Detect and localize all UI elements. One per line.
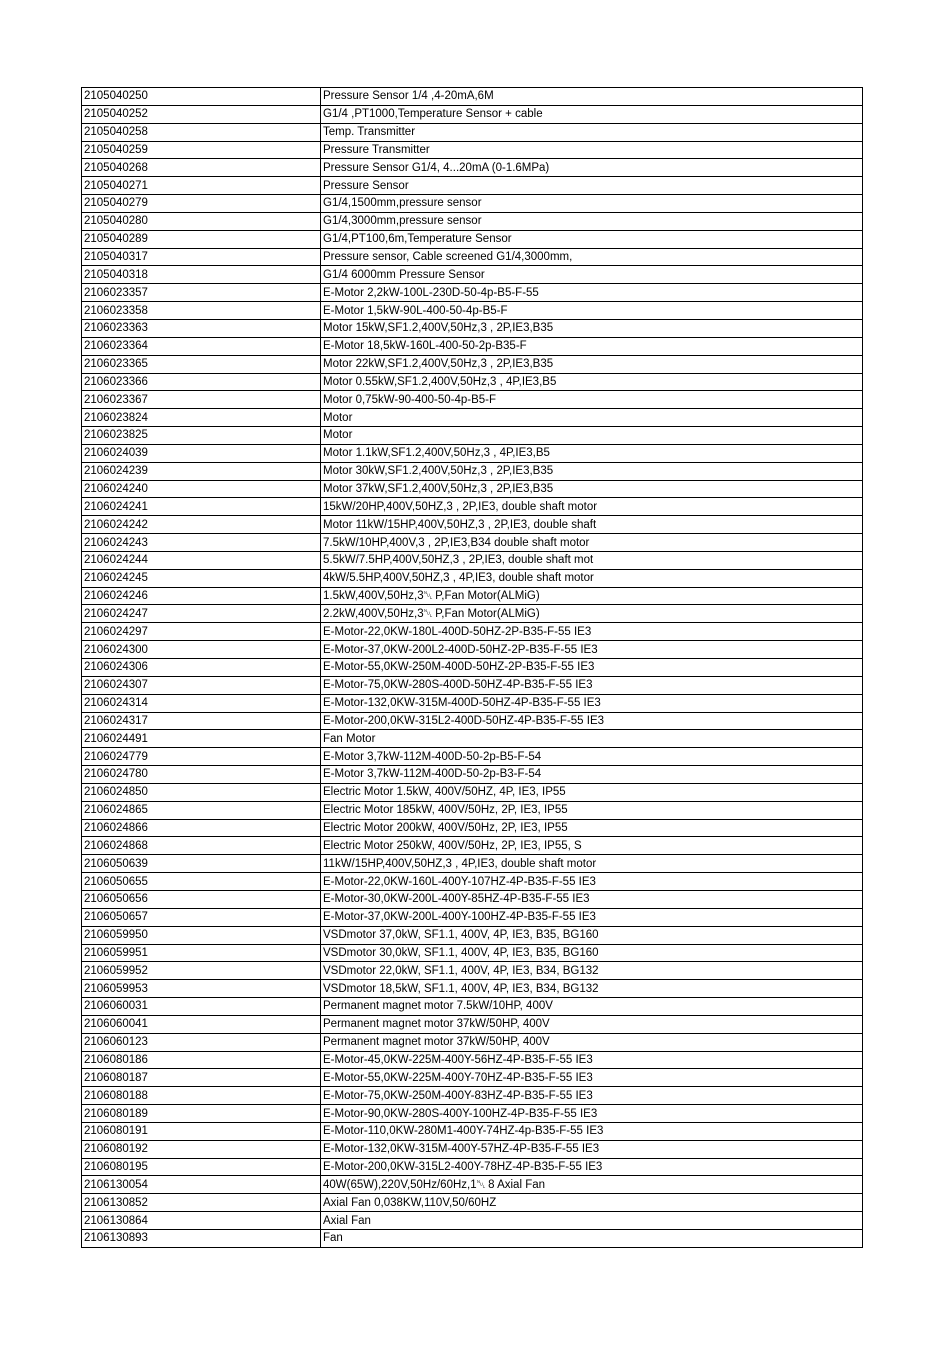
part-description-cell: Fan [321, 1230, 863, 1248]
table-row [82, 302, 863, 320]
part-description-cell: E-Motor-110,0KW-280M1-400Y-74HZ-4p-B35-F-55 IE3 [321, 1122, 863, 1140]
part-code-cell: 2106050655 [82, 873, 321, 891]
part-description-cell: E-Motor-55,0KW-225M-400Y-70HZ-4P-B35-F-55 IE3 [321, 1069, 863, 1087]
table-row [82, 998, 863, 1016]
part-description-cell: Motor [321, 427, 863, 445]
table-row [82, 444, 863, 462]
part-description-cell: E-Motor-75,0KW-280S-400D-50HZ-4P-B35-F-55 IE3 [321, 676, 863, 694]
part-code-cell: 2106024865 [82, 801, 321, 819]
part-description-cell: Pressure sensor, Cable screened G1/4,3000mm, [321, 248, 863, 266]
part-description-cell: E-Motor-200,0KW-315L2-400Y-78HZ-4P-B35-F-55 IE3 [321, 1158, 863, 1176]
part-code-cell: 2106024245 [82, 569, 321, 587]
part-description-cell: Pressure Sensor 1/4 ,4-20mA,6M [321, 88, 863, 106]
part-description-cell: Axial Fan 0,038KW,110V,50/60HZ [321, 1194, 863, 1212]
part-code-cell: 2105040271 [82, 177, 321, 195]
part-code-cell: 2106024868 [82, 837, 321, 855]
part-description-cell: E-Motor-22,0KW-180L-400D-50HZ-2P-B35-F-55 IE3 [321, 623, 863, 641]
part-description-cell: VSDmotor 37,0kW, SF1.1, 400V, 4P, IE3, B35, BG160 [321, 926, 863, 944]
table-row [82, 944, 863, 962]
part-code-cell: 2106024241 [82, 498, 321, 516]
part-description-cell: E-Motor-132,0KW-315M-400D-50HZ-4P-B35-F-55 IE3 [321, 694, 863, 712]
part-description-cell: 4kW/5.5HP,400V,50HZ,3 , 4P,IE3, double shaft motor [321, 569, 863, 587]
table-row [82, 641, 863, 659]
table-row [82, 498, 863, 516]
part-description-cell: Fan Motor [321, 730, 863, 748]
table-row [82, 212, 863, 230]
table-row [82, 1087, 863, 1105]
table-row [82, 248, 863, 266]
part-description-cell: Temp. Transmitter [321, 123, 863, 141]
part-description-cell: E-Motor-55,0KW-250M-400D-50HZ-2P-B35-F-55 IE3 [321, 659, 863, 677]
table-row [82, 1158, 863, 1176]
part-code-cell: 2106024246 [82, 587, 321, 605]
table-row [82, 659, 863, 677]
part-description-cell: VSDmotor 22,0kW, SF1.1, 400V, 4P, IE3, B34, BG132 [321, 962, 863, 980]
part-code-cell: 2106060123 [82, 1033, 321, 1051]
part-code-cell: 2106080187 [82, 1069, 321, 1087]
part-code-cell: 2106024243 [82, 534, 321, 552]
table-row [82, 319, 863, 337]
part-description-cell: G1/4,1500mm,pressure sensor [321, 195, 863, 213]
part-description-cell: E-Motor 3,7kW-112M-400D-50-2p-B3-F-54 [321, 766, 863, 784]
part-description-cell: Motor 11kW/15HP,400V,50HZ,3 , 2P,IE3, double shaft [321, 516, 863, 534]
part-code-cell: 2106023357 [82, 284, 321, 302]
part-code-cell: 2106080189 [82, 1105, 321, 1123]
part-code-cell: 2105040280 [82, 212, 321, 230]
part-code-cell: 2106024300 [82, 641, 321, 659]
part-description-cell: E-Motor 3,7kW-112M-400D-50-2p-B5-F-54 [321, 748, 863, 766]
table-row [82, 1015, 863, 1033]
part-description-cell: VSDmotor 30,0kW, SF1.1, 400V, 4P, IE3, B35, BG160 [321, 944, 863, 962]
part-code-cell: 2106050657 [82, 908, 321, 926]
part-code-cell: 2106023825 [82, 427, 321, 445]
table-row [82, 801, 863, 819]
part-description-cell: 11kW/15HP,400V,50HZ,3 , 4P,IE3, double shaft motor [321, 855, 863, 873]
table-row [82, 1212, 863, 1230]
part-code-cell: 2106080191 [82, 1122, 321, 1140]
table-row [82, 694, 863, 712]
part-description-cell: Electric Motor 250kW, 400V/50Hz, 2P, IE3, IP55, S [321, 837, 863, 855]
part-code-cell: 2105040259 [82, 141, 321, 159]
part-code-cell: 2106059951 [82, 944, 321, 962]
table-row [82, 427, 863, 445]
table-row [82, 337, 863, 355]
part-description-cell: Motor 30kW,SF1.2,400V,50Hz,3 , 2P,IE3,B35 [321, 462, 863, 480]
part-code-cell: 2106080195 [82, 1158, 321, 1176]
part-code-cell: 2106024247 [82, 605, 321, 623]
table-row [82, 123, 863, 141]
part-code-cell: 2106024306 [82, 659, 321, 677]
part-description-cell: 1.5kW,400V,50Hz,3␀ P,Fan Motor(ALMiG) [321, 587, 863, 605]
table-row [82, 534, 863, 552]
part-description-cell: G1/4,PT100,6m,Temperature Sensor [321, 230, 863, 248]
part-description-cell: E-Motor-30,0KW-200L-400Y-85HZ-4P-B35-F-55 IE3 [321, 890, 863, 908]
part-description-cell: E-Motor-200,0KW-315L2-400D-50HZ-4P-B35-F-55 IE3 [321, 712, 863, 730]
table-row [82, 980, 863, 998]
part-description-cell: G1/4,3000mm,pressure sensor [321, 212, 863, 230]
table-row [82, 1033, 863, 1051]
table-row [82, 908, 863, 926]
table-row [82, 1140, 863, 1158]
table-row [82, 409, 863, 427]
part-description-cell: 15kW/20HP,400V,50HZ,3 , 2P,IE3, double shaft motor [321, 498, 863, 516]
part-code-cell: 2106023367 [82, 391, 321, 409]
table-row [82, 605, 863, 623]
table-row [82, 623, 863, 641]
table-row [82, 837, 863, 855]
part-code-cell: 2106059953 [82, 980, 321, 998]
part-description-cell: Motor 1.1kW,SF1.2,400V,50Hz,3 , 4P,IE3,B5 [321, 444, 863, 462]
part-description-cell: Electric Motor 185kW, 400V/50Hz, 2P, IE3, IP55 [321, 801, 863, 819]
part-code-cell: 2106130852 [82, 1194, 321, 1212]
table-row [82, 855, 863, 873]
part-code-cell: 2105040317 [82, 248, 321, 266]
part-description-cell: Motor 0.55kW,SF1.2,400V,50Hz,3 , 4P,IE3,B5 [321, 373, 863, 391]
part-code-cell: 2106060031 [82, 998, 321, 1016]
part-code-cell: 2105040318 [82, 266, 321, 284]
part-code-cell: 2106080192 [82, 1140, 321, 1158]
part-code-cell: 2106023365 [82, 355, 321, 373]
table-row [82, 373, 863, 391]
part-code-cell: 2106130864 [82, 1212, 321, 1230]
part-code-cell: 2106024039 [82, 444, 321, 462]
part-code-cell: 2106024297 [82, 623, 321, 641]
part-code-cell: 2106024779 [82, 748, 321, 766]
part-code-cell: 2106023363 [82, 319, 321, 337]
part-code-cell: 2106024244 [82, 551, 321, 569]
part-description-cell: Motor 0,75kW-90-400-50-4p-B5-F [321, 391, 863, 409]
part-code-cell: 2106059952 [82, 962, 321, 980]
table-row [82, 391, 863, 409]
part-code-cell: 2106024317 [82, 712, 321, 730]
table-row [82, 480, 863, 498]
part-code-cell: 2106080188 [82, 1087, 321, 1105]
table-row [82, 462, 863, 480]
table-row [82, 676, 863, 694]
parts-table-body [82, 88, 863, 1248]
part-description-cell: Motor 37kW,SF1.2,400V,50Hz,3 , 2P,IE3,B35 [321, 480, 863, 498]
table-row [82, 1230, 863, 1248]
part-description-cell: Motor 15kW,SF1.2,400V,50Hz,3 , 2P,IE3,B35 [321, 319, 863, 337]
part-code-cell: 2105040279 [82, 195, 321, 213]
table-row [82, 730, 863, 748]
part-code-cell: 2106050639 [82, 855, 321, 873]
table-row [82, 230, 863, 248]
table-row [82, 105, 863, 123]
part-description-cell: Permanent magnet motor 37kW/50HP, 400V [321, 1033, 863, 1051]
table-row [82, 284, 863, 302]
part-description-cell: E-Motor 1,5kW-90L-400-50-4p-B5-F [321, 302, 863, 320]
part-description-cell: 7.5kW/10HP,400V,3 , 2P,IE3,B34 double shaft motor [321, 534, 863, 552]
table-row [82, 766, 863, 784]
table-row [82, 1051, 863, 1069]
part-description-cell: E-Motor-22,0KW-160L-400Y-107HZ-4P-B35-F-55 IE3 [321, 873, 863, 891]
part-code-cell: 2106024850 [82, 783, 321, 801]
table-row [82, 962, 863, 980]
table-row [82, 926, 863, 944]
part-code-cell: 2105040250 [82, 88, 321, 106]
part-code-cell: 2106059950 [82, 926, 321, 944]
part-code-cell: 2105040252 [82, 105, 321, 123]
table-row [82, 783, 863, 801]
part-description-cell: 2.2kW,400V,50Hz,3␀ P,Fan Motor(ALMiG) [321, 605, 863, 623]
part-code-cell: 2106023366 [82, 373, 321, 391]
table-row [82, 88, 863, 106]
table-row [82, 516, 863, 534]
table-row [82, 819, 863, 837]
part-description-cell: E-Motor-132,0KW-315M-400Y-57HZ-4P-B35-F-55 IE3 [321, 1140, 863, 1158]
part-code-cell: 2106024242 [82, 516, 321, 534]
table-row [82, 748, 863, 766]
part-code-cell: 2106023824 [82, 409, 321, 427]
part-description-cell: E-Motor-90,0KW-280S-400Y-100HZ-4P-B35-F-55 IE3 [321, 1105, 863, 1123]
part-code-cell: 2106023364 [82, 337, 321, 355]
part-description-cell: Electric Motor 200kW, 400V/50Hz, 2P, IE3, IP55 [321, 819, 863, 837]
table-row [82, 1176, 863, 1194]
part-code-cell: 2105040268 [82, 159, 321, 177]
part-description-cell: Axial Fan [321, 1212, 863, 1230]
part-description-cell: 5.5kW/7.5HP,400V,50HZ,3 , 2P,IE3, double shaft mot [321, 551, 863, 569]
part-code-cell: 2106024239 [82, 462, 321, 480]
table-row [82, 1105, 863, 1123]
part-description-cell: 40W(65W),220V,50Hz/60Hz,1␀ 8 Axial Fan [321, 1176, 863, 1194]
part-description-cell: E-Motor 18,5kW-160L-400-50-2p-B35-F [321, 337, 863, 355]
part-description-cell: Motor 22kW,SF1.2,400V,50Hz,3 , 2P,IE3,B35 [321, 355, 863, 373]
part-code-cell: 2106130893 [82, 1230, 321, 1248]
part-code-cell: 2106024314 [82, 694, 321, 712]
table-row [82, 873, 863, 891]
table-row [82, 195, 863, 213]
table-row [82, 551, 863, 569]
part-code-cell: 2106023358 [82, 302, 321, 320]
table-row [82, 266, 863, 284]
part-description-cell: Permanent magnet motor 7.5kW/10HP, 400V [321, 998, 863, 1016]
table-row [82, 569, 863, 587]
table-row [82, 159, 863, 177]
part-code-cell: 2106024780 [82, 766, 321, 784]
parts-table [81, 87, 863, 1248]
part-code-cell: 2106060041 [82, 1015, 321, 1033]
part-code-cell: 2105040258 [82, 123, 321, 141]
table-row [82, 1194, 863, 1212]
table-row [82, 1069, 863, 1087]
part-code-cell: 2106024307 [82, 676, 321, 694]
part-code-cell: 2106080186 [82, 1051, 321, 1069]
part-description-cell: Electric Motor 1.5kW, 400V/50HZ, 4P, IE3, IP55 [321, 783, 863, 801]
table-row [82, 355, 863, 373]
part-description-cell: E-Motor 2,2kW-100L-230D-50-4p-B5-F-55 [321, 284, 863, 302]
table-row [82, 890, 863, 908]
table-row [82, 177, 863, 195]
part-code-cell: 2105040289 [82, 230, 321, 248]
table-row [82, 1122, 863, 1140]
table-row [82, 712, 863, 730]
part-description-cell: G1/4 ,PT1000,Temperature Sensor + cable [321, 105, 863, 123]
part-description-cell: Pressure Transmitter [321, 141, 863, 159]
table-row [82, 141, 863, 159]
part-description-cell: Pressure Sensor G1/4, 4...20mA (0-1.6MPa) [321, 159, 863, 177]
part-code-cell: 2106130054 [82, 1176, 321, 1194]
part-description-cell: Pressure Sensor [321, 177, 863, 195]
part-description-cell: VSDmotor 18,5kW, SF1.1, 400V, 4P, IE3, B34, BG132 [321, 980, 863, 998]
part-description-cell: Motor [321, 409, 863, 427]
part-code-cell: 2106050656 [82, 890, 321, 908]
part-description-cell: E-Motor-45,0KW-225M-400Y-56HZ-4P-B35-F-55 IE3 [321, 1051, 863, 1069]
part-code-cell: 2106024240 [82, 480, 321, 498]
table-row [82, 587, 863, 605]
part-description-cell: E-Motor-37,0KW-200L-400Y-100HZ-4P-B35-F-55 IE3 [321, 908, 863, 926]
part-description-cell: E-Motor-75,0KW-250M-400Y-83HZ-4P-B35-F-55 IE3 [321, 1087, 863, 1105]
part-code-cell: 2106024866 [82, 819, 321, 837]
part-description-cell: G1/4 6000mm Pressure Sensor [321, 266, 863, 284]
part-description-cell: Permanent magnet motor 37kW/50HP, 400V [321, 1015, 863, 1033]
part-description-cell: E-Motor-37,0KW-200L2-400D-50HZ-2P-B35-F-55 IE3 [321, 641, 863, 659]
part-code-cell: 2106024491 [82, 730, 321, 748]
